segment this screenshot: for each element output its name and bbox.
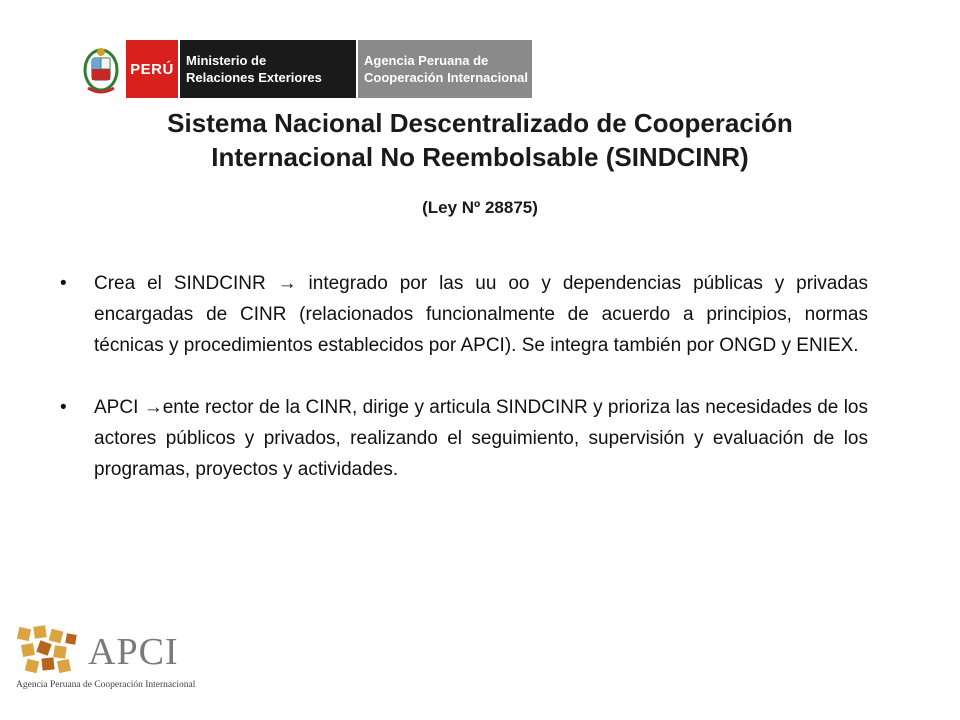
apci-wordmark: APCI: [88, 631, 179, 673]
arrow-icon: →: [143, 397, 163, 418]
bullet-lead: APCI: [94, 397, 144, 418]
bullet-text: integrado por las uu oo y dependencias públicas y privadas encargadas de CINR (relacionados funcionalmente de acuerdo a principios, normas técnicas y procedimientos establecidos por APCI). Se integra también por ONGD y ENIEX.: [94, 273, 868, 356]
ministry-line-1: Ministerio de: [186, 53, 267, 68]
title-line-1: Sistema Nacional Descentralizado de Cooperación: [167, 108, 793, 138]
bullet-marker: •: [60, 273, 67, 294]
bullet-text: ente rector de la CINR, dirige y articula SINDCINR y prioriza las necesidades de los actores públicos y privados, realizando el seguimiento, supervisión y evaluación de los programas, proyectos y actividades.: [94, 397, 868, 480]
apci-mosaic-icon: [16, 624, 82, 674]
apci-logo: [16, 624, 196, 696]
ministry-logo-text: [180, 40, 356, 98]
ministry-line-2: Relaciones Exteriores: [186, 70, 322, 85]
agency-line-2: Cooperación Internacional: [364, 70, 528, 85]
agency-line-1: Agencia Peruana de: [364, 53, 489, 68]
bullet-item: [60, 268, 868, 361]
bullet-marker: •: [60, 397, 67, 418]
agency-logo-text: [358, 40, 532, 98]
bullet-list: [60, 268, 868, 516]
bullet-lead: Crea el SINDCINR: [94, 273, 278, 294]
arrow-icon: →: [277, 273, 297, 294]
apci-caption: Agencia Peruana de Cooperación Internacional: [16, 680, 196, 690]
coat-of-arms-icon: [80, 40, 122, 96]
page-title: [60, 106, 900, 174]
peru-label: PERÚ: [126, 40, 178, 98]
bullet-item: [60, 392, 868, 485]
header-logo-bar: [80, 40, 532, 98]
page-subtitle: (Ley Nº 28875): [422, 198, 538, 217]
title-line-2: Internacional No Reembolsable (SINDCINR): [211, 142, 749, 172]
